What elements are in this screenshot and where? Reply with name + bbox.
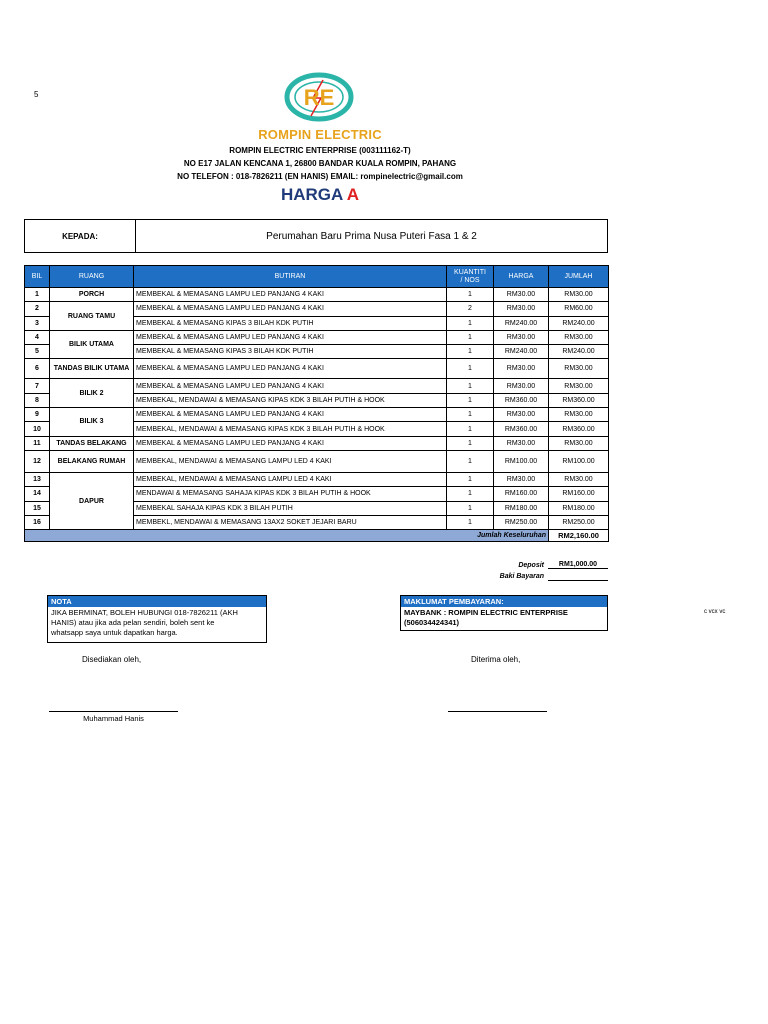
company-contact: NO TELEFON : 018-7826211 (EN HANIS) EMAIL: rompinelectric@gmail.com	[177, 172, 463, 181]
cell-qty: 1	[447, 450, 494, 472]
cell-bil: 6	[25, 359, 50, 379]
cell-qty: 1	[447, 345, 494, 359]
kepada-label: KEPADA:	[25, 220, 136, 252]
cell-harga: RM30.00	[494, 379, 549, 393]
cell-bil: 11	[25, 436, 50, 450]
cell-bil: 13	[25, 472, 50, 486]
cell-harga: RM240.00	[494, 316, 549, 330]
table-row	[25, 379, 609, 393]
cell-harga: RM160.00	[494, 487, 549, 501]
kepada-value: Perumahan Baru Prima Nusa Puteri Fasa 1 & 2	[266, 230, 477, 242]
document-title	[230, 185, 410, 205]
cell-harga: RM30.00	[494, 472, 549, 486]
deposit-label: Deposit	[518, 562, 544, 569]
table-row	[25, 436, 609, 450]
stray-text: c vcx vc	[704, 609, 726, 615]
nota-heading: NOTA	[48, 596, 266, 607]
cell-butiran: MEMBEKAL & MEMASANG LAMPU LED PANJANG 4 KAKI	[134, 302, 447, 316]
page-number: 5	[34, 90, 39, 99]
cell-jumlah: RM180.00	[549, 501, 609, 515]
cell-qty: 1	[447, 422, 494, 436]
cell-qty: 1	[447, 501, 494, 515]
cell-bil: 7	[25, 379, 50, 393]
prepared-by-label: Disediakan oleh,	[82, 655, 142, 664]
cell-harga: RM180.00	[494, 501, 549, 515]
table-row	[25, 330, 609, 344]
nota-text: JIKA BERMINAT, BOLEH HUBUNGI 018-7826211 (AKH HANIS) atau jika ada pelan sendiri, boleh sent ke whatsapp saya untuk dapatkan harga.	[51, 608, 238, 637]
table-row	[25, 302, 609, 316]
cell-bil: 1	[25, 288, 50, 302]
brand-name: ROMPIN ELECTRIC	[258, 127, 382, 142]
cell-harga: RM30.00	[494, 408, 549, 422]
cell-harga: RM360.00	[494, 422, 549, 436]
cell-bil: 10	[25, 422, 50, 436]
cell-butiran: MEMBEKAL & MEMASANG KIPAS 3 BILAH KDK PUTIH	[134, 316, 447, 330]
cell-jumlah: RM360.00	[549, 422, 609, 436]
header-butiran: BUTIRAN	[134, 266, 447, 288]
cell-bil: 8	[25, 393, 50, 407]
cell-qty: 2	[447, 302, 494, 316]
cell-butiran: MEMBEKAL & MEMASANG LAMPU LED PANJANG 4 KAKI	[134, 288, 447, 302]
cell-bil: 14	[25, 487, 50, 501]
cell-butiran: MEMBEKAL & MEMASANG LAMPU LED PANJANG 4 KAKI	[134, 330, 447, 344]
cell-qty: 1	[447, 359, 494, 379]
cell-butiran: MEMBEKAL SAHAJA KIPAS KDK 3 BILAH PUTIH	[134, 501, 447, 515]
payment-details: MAYBANK : ROMPIN ELECTRIC ENTERPRISE (506034424341)	[404, 608, 568, 627]
cell-qty: 1	[447, 487, 494, 501]
cell-harga: RM250.00	[494, 515, 549, 529]
prepared-signature-line	[49, 711, 178, 712]
cell-qty: 1	[447, 379, 494, 393]
cell-jumlah: RM250.00	[549, 515, 609, 529]
baki-bayaran-label: Baki Bayaran	[499, 573, 544, 580]
cell-butiran: MEMBEKAL, MENDAWAI & MEMASANG KIPAS KDK 3 BILAH PUTIH & HOOK	[134, 422, 447, 436]
cell-jumlah: RM160.00	[549, 487, 609, 501]
cell-jumlah: RM30.00	[549, 436, 609, 450]
cell-jumlah: RM30.00	[549, 359, 609, 379]
cell-jumlah: RM240.00	[549, 316, 609, 330]
table-row	[25, 359, 609, 379]
cell-ruang: BILIK 3	[50, 408, 134, 437]
header-harga: HARGA	[494, 266, 549, 288]
cell-ruang: PORCH	[50, 288, 134, 302]
total-value: RM2,160.00	[549, 530, 609, 542]
cell-harga: RM240.00	[494, 345, 549, 359]
total-row	[25, 530, 609, 542]
cell-qty: 1	[447, 515, 494, 529]
cell-bil: 2	[25, 302, 50, 316]
cell-jumlah: RM30.00	[549, 330, 609, 344]
cell-qty: 1	[447, 393, 494, 407]
cell-ruang: DAPUR	[50, 472, 134, 529]
cell-bil: 16	[25, 515, 50, 529]
cell-jumlah: RM30.00	[549, 288, 609, 302]
table-row	[25, 408, 609, 422]
header-ruang: RUANG	[50, 266, 134, 288]
cell-harga: RM100.00	[494, 450, 549, 472]
cell-qty: 1	[447, 436, 494, 450]
logo-letters: RE	[303, 85, 335, 110]
table-header-row	[25, 266, 609, 288]
cell-qty: 1	[447, 472, 494, 486]
cell-butiran: MEMBEKAL, MENDAWAI & MEMASANG LAMPU LED 4 KAKI	[134, 472, 447, 486]
cell-harga: RM30.00	[494, 288, 549, 302]
cell-harga: RM30.00	[494, 436, 549, 450]
cell-jumlah: RM30.00	[549, 408, 609, 422]
cell-harga: RM30.00	[494, 302, 549, 316]
table-row	[25, 288, 609, 302]
cell-qty: 1	[447, 408, 494, 422]
cell-butiran: MEMBEKL, MENDAWAI & MEMASANG 13AX2 SOKET JEJARI BARU	[134, 515, 447, 529]
cell-butiran: MEMBEKAL, MENDAWAI & MEMASANG KIPAS KDK 3 BILAH PUTIH & HOOK	[134, 393, 447, 407]
cell-jumlah: RM60.00	[549, 302, 609, 316]
cell-jumlah: RM240.00	[549, 345, 609, 359]
title-suffix: A	[346, 185, 360, 204]
cell-ruang: BELAKANG RUMAH	[50, 450, 134, 472]
cell-ruang: RUANG TAMU	[50, 302, 134, 331]
table-row	[25, 472, 609, 486]
received-signature-line	[448, 711, 547, 712]
cell-harga: RM30.00	[494, 330, 549, 344]
company-legal-name: ROMPIN ELECTRIC ENTERPRISE (003111162-T)	[229, 146, 411, 155]
cell-butiran: MEMBEKAL, MENDAWAI & MEMASANG LAMPU LED 4 KAKI	[134, 450, 447, 472]
received-by-label: Diterima oleh,	[471, 655, 521, 664]
header-jumlah: JUMLAH	[549, 266, 609, 288]
header-kuantiti: KUANTITI / NOS	[447, 266, 494, 288]
cell-ruang: TANDAS BELAKANG	[50, 436, 134, 450]
cell-ruang: BILIK 2	[50, 379, 134, 408]
company-logo	[283, 72, 355, 122]
cell-butiran: MEMBEKAL & MEMASANG LAMPU LED PANJANG 4 KAKI	[134, 436, 447, 450]
cell-qty: 1	[447, 316, 494, 330]
cell-jumlah: RM30.00	[549, 472, 609, 486]
payment-heading: MAKLUMAT PEMBAYARAN:	[401, 596, 607, 607]
cell-ruang: TANDAS BILIK UTAMA	[50, 359, 134, 379]
cell-qty: 1	[447, 330, 494, 344]
cell-jumlah: RM100.00	[549, 450, 609, 472]
price-table	[24, 265, 609, 542]
cell-bil: 4	[25, 330, 50, 344]
cell-butiran: MEMBEKAL & MEMASANG LAMPU LED PANJANG 4 KAKI	[134, 408, 447, 422]
cell-butiran: MEMBEKAL & MEMASANG KIPAS 3 BILAH KDK PUTIH	[134, 345, 447, 359]
title-main: HARGA	[280, 185, 343, 204]
cell-harga: RM360.00	[494, 393, 549, 407]
baki-bayaran-underline	[548, 580, 608, 581]
cell-bil: 5	[25, 345, 50, 359]
cell-bil: 15	[25, 501, 50, 515]
nota-box	[47, 595, 267, 643]
cell-jumlah: RM360.00	[549, 393, 609, 407]
kepada-box	[24, 219, 608, 253]
cell-ruang: BILIK UTAMA	[50, 330, 134, 359]
cell-butiran: MEMBEKAL & MEMASANG LAMPU LED PANJANG 4 KAKI	[134, 379, 447, 393]
company-address: NO E17 JALAN KENCANA 1, 26800 BANDAR KUALA ROMPIN, PAHANG	[183, 159, 457, 168]
cell-jumlah: RM30.00	[549, 379, 609, 393]
payment-info-box	[400, 595, 608, 631]
prepared-by-name: Muhammad Hanis	[83, 714, 144, 723]
cell-bil: 12	[25, 450, 50, 472]
table-row	[25, 450, 609, 472]
deposit-value: RM1,000.00	[548, 561, 608, 569]
cell-bil: 9	[25, 408, 50, 422]
cell-butiran: MEMBEKAL & MEMASANG LAMPU LED PANJANG 4 KAKI	[134, 359, 447, 379]
total-label: Jumlah Keseluruhan	[25, 530, 549, 542]
cell-bil: 3	[25, 316, 50, 330]
cell-qty: 1	[447, 288, 494, 302]
header-bil: BIL	[25, 266, 50, 288]
cell-butiran: MENDAWAI & MEMASANG SAHAJA KIPAS KDK 3 BILAH PUTIH & HOOK	[134, 487, 447, 501]
cell-harga: RM30.00	[494, 359, 549, 379]
